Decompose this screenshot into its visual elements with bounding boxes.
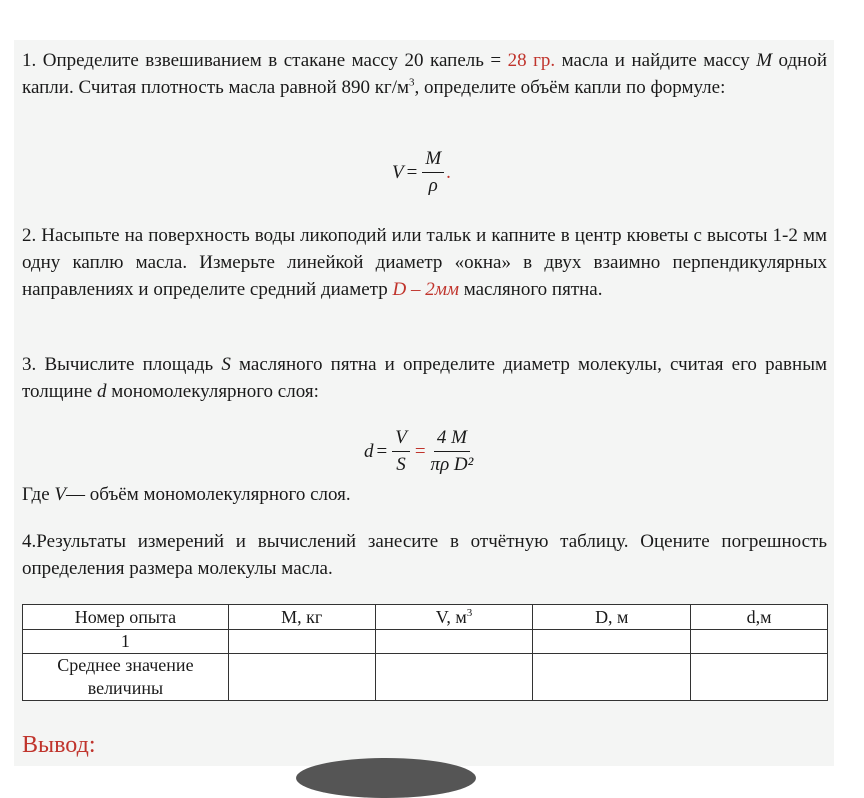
task-2-text: 2. Насыпьте на поверхность воды ликоподий или тальк и капните в центр кюветы с высоты 1-2 мм одну каплю масла. Измерьте линейкой диаметр «окна» в двух взаимно перпендикулярных направлениях и определите средний диаметр D – 2мм масляного пятна. xyxy=(22,225,827,300)
task-4-text: 4.Результаты измерений и вычислений занесите в отчётную таблицу. Оцените погрешность определения размера молекулы масла. xyxy=(22,531,827,579)
header-spot-diameter: D, м xyxy=(533,605,691,630)
results-table xyxy=(22,604,828,701)
table-row xyxy=(23,630,828,654)
formula-volume: V = $\frac{M}{\rho}$ . xyxy=(392,148,451,196)
table-header-row xyxy=(23,605,828,630)
empty-cell xyxy=(228,654,375,701)
note-text: Где V— объём мономолекулярного слоя. xyxy=(22,484,351,505)
task-1-text: 1. Определите взвешиванием в стакане массу 20 капель = 28 гр. масла и найдите массу M одной капли. Считая плотность масла равной 890 $кг/м^3$, определите объём капли по формуле: xyxy=(22,50,828,98)
header-molecule-diameter: d,м xyxy=(691,605,828,630)
bottom-shadow-decoration xyxy=(296,758,476,798)
row-label: 1 xyxy=(23,630,229,654)
empty-cell xyxy=(533,630,691,654)
row-label: Среднее значение величины xyxy=(23,654,229,701)
conclusion-heading: Вывод: xyxy=(22,732,96,758)
header-experiment-number: Номер опыта xyxy=(23,605,229,630)
empty-cell xyxy=(533,654,691,701)
table-row xyxy=(23,654,828,701)
formula-diameter: d = $\frac{V}{S}$ = $\frac{4 M}{\text{πρ D²}}$ xyxy=(364,427,474,475)
header-mass: М, кг xyxy=(228,605,375,630)
empty-cell xyxy=(375,630,533,654)
empty-cell xyxy=(228,630,375,654)
task-3-text: 3. Вычислите площадь S масляного пятна и определите диаметр молекулы, считая его равным толщине d мономолекулярного слоя: xyxy=(22,354,827,402)
empty-cell xyxy=(691,654,828,701)
task-2-highlight: D – 2мм xyxy=(392,279,459,300)
empty-cell xyxy=(691,630,828,654)
task-1-highlight: 28 гр. xyxy=(507,50,556,71)
empty-cell xyxy=(375,654,533,701)
header-volume: V, $м^3$ xyxy=(375,605,533,630)
